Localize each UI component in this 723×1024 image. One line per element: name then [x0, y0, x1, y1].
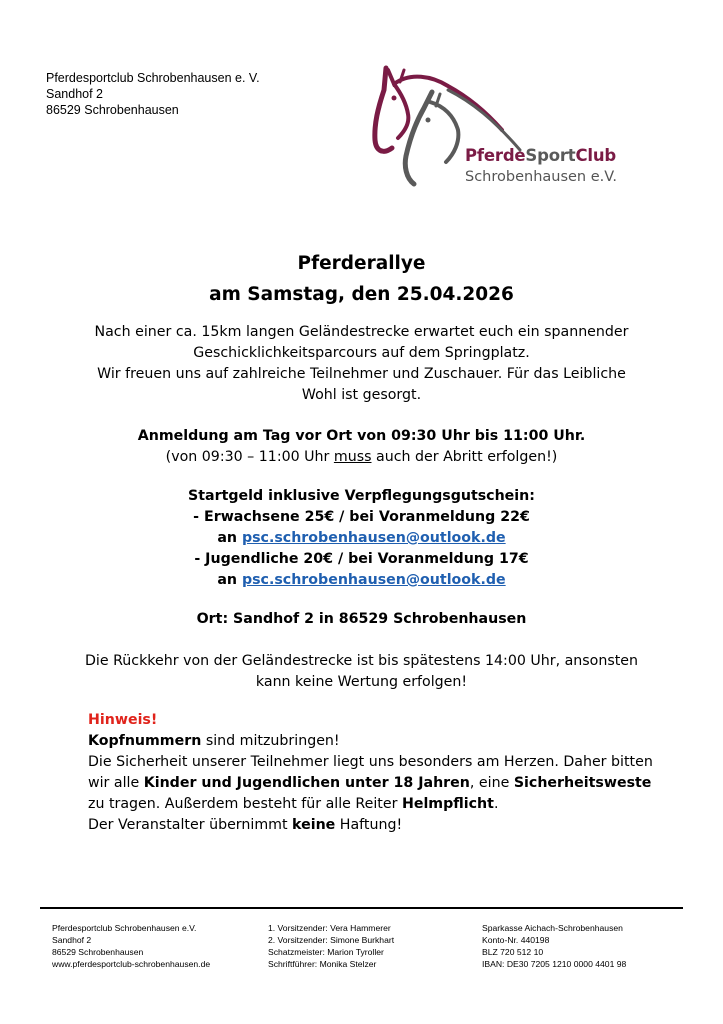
- notes-line-3: [88, 773, 708, 794]
- sender-city: 86529 Schrobenhausen: [46, 103, 179, 117]
- logo-title-port: port: [537, 146, 576, 165]
- footer-bank-line: Sparkasse Aichach-Schrobenhausen: [482, 923, 623, 933]
- notes-heading: Hinweis!: [88, 712, 158, 728]
- email-link[interactable]: psc.schrobenhausen@outlook.de: [241, 572, 506, 588]
- footer-club-column: [52, 922, 210, 970]
- sender-name: Pferdesportclub Schrobenhausen e. V.: [46, 71, 260, 85]
- notes-l5-c: Haftung!: [335, 817, 403, 833]
- registration-note-emphasis: muss: [333, 449, 372, 465]
- registration-line: Anmeldung am Tag vor Ort von 09:30 Uhr bis 11:00 Uhr.: [137, 428, 586, 444]
- intro-paragraph: [0, 322, 723, 406]
- fees-heading: Startgeld inklusive Verpflegungsgutschein:: [188, 488, 535, 504]
- footer-board-column: [268, 922, 394, 970]
- footer-club-city: 86529 Schrobenhausen: [52, 947, 144, 957]
- footer-divider: [40, 907, 683, 909]
- club-logo: [370, 62, 650, 197]
- notes-l3-a: wir alle: [88, 775, 144, 791]
- notes-l3-c: , eine: [469, 775, 514, 791]
- event-title: Pferderallye: [297, 253, 426, 274]
- logo-title: [465, 146, 616, 165]
- fee-adults: - Erwachsene 25€ / bei Voranmeldung 22€: [193, 509, 530, 525]
- notes-l4-a: zu tragen. Außerdem besteht für alle Reiter: [88, 796, 402, 812]
- logo-title-s: S: [525, 146, 538, 165]
- registration-note-end: auch der Abritt erfolgen!): [371, 449, 558, 465]
- footer-bank-line: BLZ 720 512 10: [482, 947, 544, 957]
- fee-youth-email-line: [0, 570, 723, 591]
- footer-club-website[interactable]: www.pferdesportclub-schrobenhausen.de: [52, 959, 211, 969]
- email-prefix: an: [217, 530, 242, 546]
- notes-l3-b: Kinder und Jugendlichen unter 18 Jahren: [143, 775, 470, 791]
- event-title-block: [0, 248, 723, 310]
- logo-subtitle: Schrobenhausen e.V.: [465, 169, 617, 185]
- fee-youth: - Jugendliche 20€ / bei Voranmeldung 17€: [194, 551, 529, 567]
- sender-street: Sandhof 2: [46, 87, 103, 101]
- notes-l4-c: .: [493, 796, 499, 812]
- intro-line: Geschicklichkeitsparcours auf dem Springplatz.: [193, 345, 530, 361]
- notes-l5-b: keine: [292, 817, 336, 833]
- registration-note-start: (von 09:30 – 11:00 Uhr: [165, 449, 334, 465]
- footer-bank-column: [482, 922, 626, 970]
- footer-board-line: Schatzmeister: Marion Tyroller: [268, 947, 384, 957]
- intro-line: Wohl ist gesorgt.: [301, 387, 422, 403]
- footer-bank-line: Konto-Nr. 440198: [482, 935, 550, 945]
- sender-address: [46, 70, 260, 118]
- registration-block: [0, 426, 723, 468]
- logo-title-c: C: [575, 146, 588, 165]
- notes-l5-a: Der Veranstalter übernimmt: [88, 817, 293, 833]
- return-info: [0, 651, 723, 693]
- notes-line-1: [88, 731, 708, 752]
- fee-adults-email-line: [0, 528, 723, 549]
- logo-title-lub: lub: [587, 146, 617, 165]
- footer-club-street: Sandhof 2: [52, 935, 92, 945]
- notes-line-5: [88, 815, 708, 836]
- notes-line-4: [88, 794, 708, 815]
- notes-l1-bold: Kopfnummern: [88, 733, 202, 749]
- registration-note: [0, 447, 723, 468]
- logo-title-ferde: ferde: [476, 146, 526, 165]
- notes-l4-b: Helmpflicht: [401, 796, 494, 812]
- footer-club-name: Pferdesportclub Schrobenhausen e.V.: [52, 923, 197, 933]
- footer-board-line: 1. Vorsitzender: Vera Hammerer: [268, 923, 391, 933]
- logo-title-p: P: [465, 146, 477, 165]
- notes-block: [88, 710, 708, 836]
- notes-l1-rest: sind mitzubringen!: [201, 733, 340, 749]
- return-info-line: kann keine Wertung erfolgen!: [255, 674, 468, 690]
- location: Ort: Sandhof 2 in 86529 Schrobenhausen: [196, 611, 527, 627]
- footer-board-line: 2. Vorsitzender: Simone Burkhart: [268, 935, 395, 945]
- email-prefix: an: [217, 572, 242, 588]
- intro-line: Wir freuen uns auf zahlreiche Teilnehmer und Zuschauer. Für das Leibliche: [97, 366, 626, 382]
- notes-l3-d: Sicherheitsweste: [513, 775, 652, 791]
- footer-board-line: Schriftführer: Monika Stelzer: [268, 959, 377, 969]
- footer-bank-line: IBAN: DE30 7205 1210 0000 4401 98: [482, 959, 627, 969]
- fees-block: [0, 486, 723, 591]
- notes-line-2: Die Sicherheit unserer Teilnehmer liegt uns besonders am Herzen. Daher bitten: [88, 754, 653, 770]
- event-date: am Samstag, den 25.04.2026: [209, 284, 514, 305]
- email-link[interactable]: psc.schrobenhausen@outlook.de: [241, 530, 506, 546]
- return-info-line: Die Rückkehr von der Geländestrecke ist bis spätestens 14:00 Uhr, ansonsten: [84, 653, 639, 669]
- intro-line: Nach einer ca. 15km langen Geländestrecke erwartet euch ein spannender: [94, 324, 629, 340]
